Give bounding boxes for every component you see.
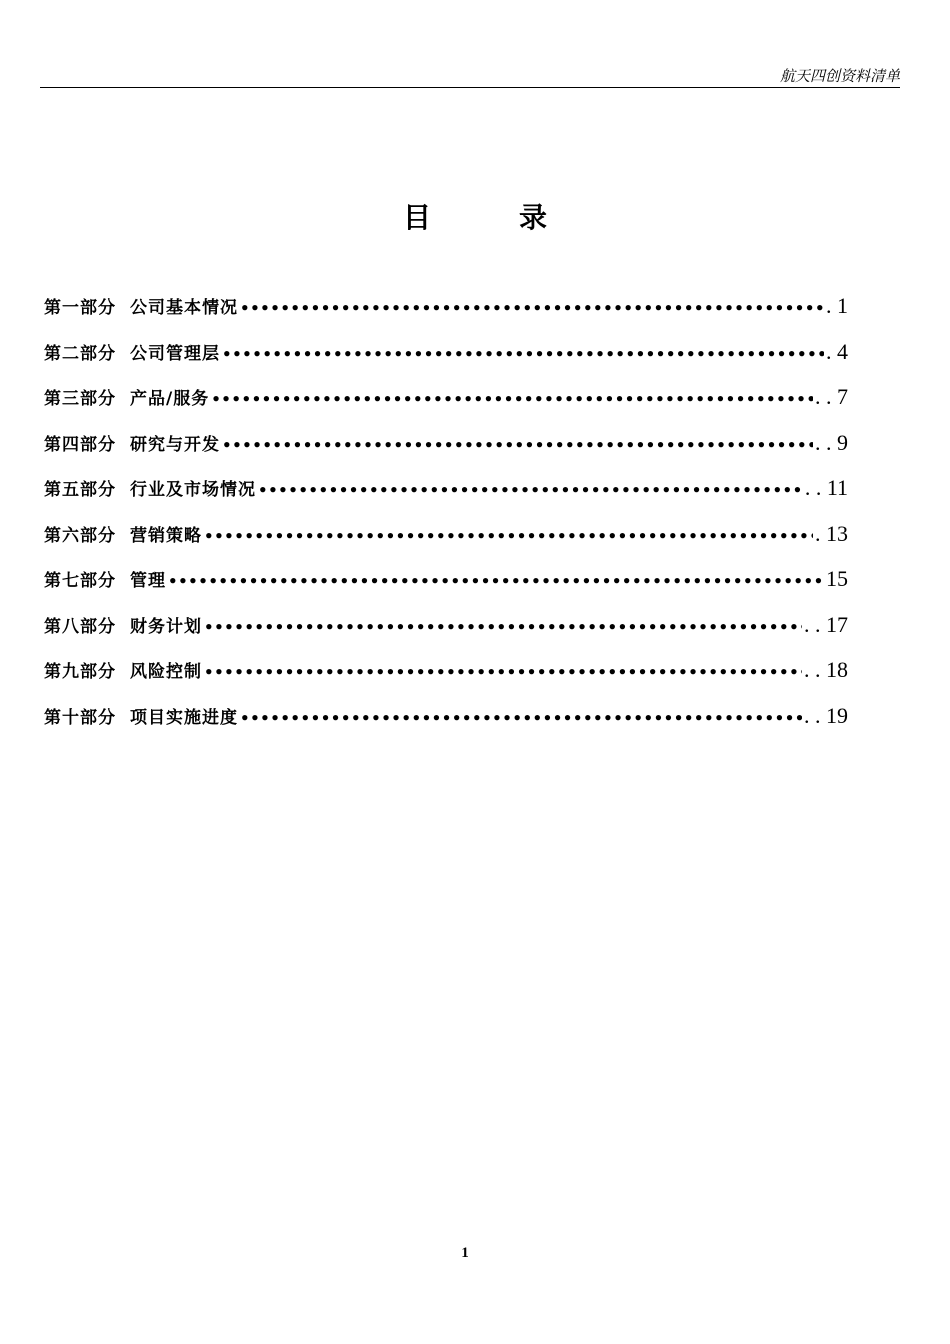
toc-entry[interactable] [44,556,848,602]
toc-dot-leader [204,650,802,696]
toc-part-label: 第十部分 [44,707,116,728]
toc-dot-leader [222,423,813,469]
header-title: 航天四创资料清单 [779,67,900,85]
toc-page-number: . 1 [826,293,848,318]
toc-section-name: 项目实施进度 [130,707,238,728]
toc-entry[interactable] [44,511,848,557]
toc-entry[interactable] [44,283,848,329]
toc-section-name: 研究与开发 [130,434,220,455]
toc-part-label: 第二部分 [44,343,116,364]
toc-part-label: 第五部分 [44,480,116,500]
toc-entry[interactable] [44,420,848,466]
toc-part-label: 第八部分 [44,616,116,637]
toc-page-number: . . 9 [815,429,848,455]
toc-dot-leader [204,605,802,651]
table-of-contents [44,283,848,738]
toc-entry[interactable] [44,693,848,739]
toc-page-number: . 13 [815,520,848,546]
toc-section-name: 公司管理层 [130,343,220,364]
toc-dot-leader [211,377,813,423]
toc-entry[interactable] [44,465,848,511]
toc-part-label: 第四部分 [44,434,116,455]
toc-dot-leader [222,332,824,378]
toc-entry[interactable] [44,647,848,693]
toc-part-label: 第三部分 [44,389,116,409]
toc-page-number: . . 19 [804,702,848,728]
toc-dot-leader [240,286,824,332]
title-char-2: 录 [519,201,548,234]
page-header [40,62,900,88]
toc-dot-leader [240,696,802,742]
toc-section-name: 行业及市场情况 [130,480,256,500]
toc-section-name: 公司基本情况 [130,298,238,318]
toc-page-number: . . 18 [804,657,848,682]
toc-page-number: . . 17 [804,611,848,637]
toc-part-label: 第七部分 [44,571,116,591]
toc-part-label: 第一部分 [44,298,116,318]
toc-section-name: 管理 [130,571,166,591]
toc-dot-leader [258,468,803,514]
toc-entry[interactable] [44,602,848,648]
toc-section-name: 风险控制 [130,662,202,682]
toc-part-label: 第九部分 [44,662,116,682]
toc-entry[interactable] [44,374,848,420]
toc-page-number: . . 7 [815,384,848,409]
footer-page-number: 1 [461,1245,469,1261]
toc-section-name: 营销策略 [130,525,202,546]
toc-dot-leader [168,559,824,605]
title-char-1: 目 [402,201,431,234]
toc-page-number: . 4 [826,338,848,364]
document-title [0,196,950,236]
toc-page-number: 15 [826,566,848,591]
toc-page-number: . . 11 [804,475,848,500]
toc-section-name: 财务计划 [130,616,202,637]
toc-dot-leader [204,514,813,560]
toc-part-label: 第六部分 [44,525,116,546]
toc-entry[interactable] [44,329,848,375]
toc-section-name: 产品/服务 [130,389,210,409]
